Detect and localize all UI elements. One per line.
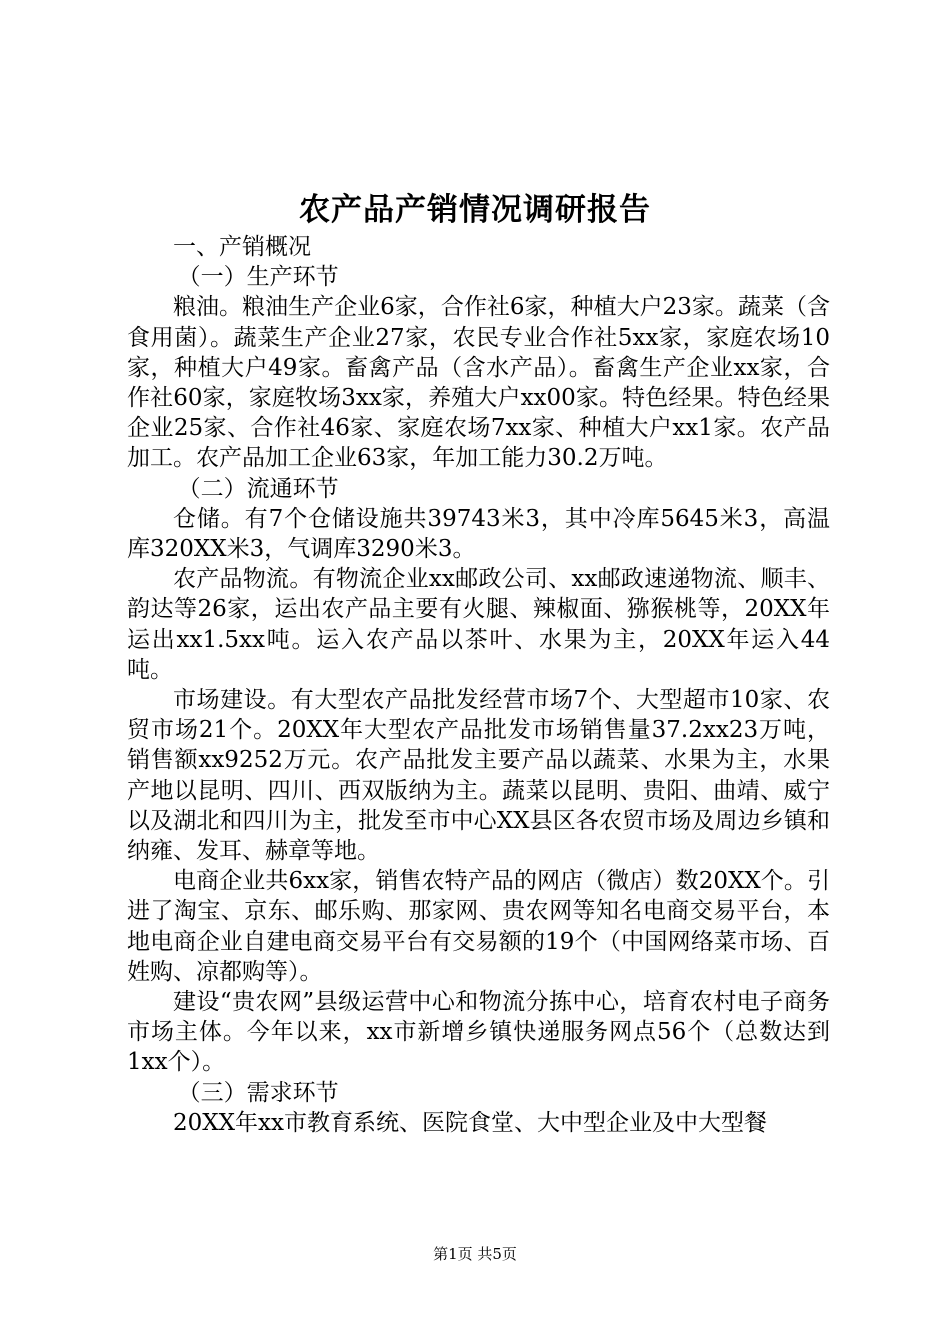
subsection-heading: （一）生产环节 — [177, 264, 339, 291]
body-paragraph: 农产品物流。有物流企业xx邮政公司、xx邮政速递物流、顺丰、韵达等26家，运出农产品主要有火腿、辣椒面、猕猴桃等，20XX年运出xx1.5xx吨。运入农产品以茶叶、水果为主，20XX年运入44吨。 — [127, 566, 831, 683]
subsection-heading: （二）流通环节 — [177, 475, 339, 502]
body-paragraph: 20XX年xx市教育系统、医院食堂、大中型企业及中大型餐 — [173, 1109, 767, 1136]
body-paragraph: 建设“贵农网”县级运营中心和物流分拣中心，培育农村电子商务市场主体。今年以来，xx市新增乡镇快递服务网点56个（总数达到1xx个）。 — [127, 989, 830, 1076]
section-heading: 一、产销概况 — [173, 234, 311, 260]
body-paragraph: 电商企业共6xx家，销售农特产品的网店（微店）数20XX个。引进了淘宝、京东、邮乐购、那家网、贵农网等知名电商交易平台，本地电商企业自建电商交易平台有交易额的19个（中国网络菜市场、百姓购、凉都购等）。 — [127, 868, 830, 985]
subsection-heading: （三）需求环节 — [177, 1079, 339, 1106]
body-paragraph: 仓储。有7个仓储设施共39743米3，其中冷库5645米3，高温库320XX米3，气调库3290米3。 — [127, 505, 830, 563]
document-title: 农产品产销情况调研报告 — [299, 192, 651, 228]
body-paragraph: 市场建设。有大型农产品批发经营市场7个、大型超市10家、农贸市场21个。20XX年大型农产品批发市场销售量37.2xx23万吨，销售额xx9252万元。农产品批发主要产品以蔬菜、水果为主，水果产地以昆明、四川、西双版纳为主。蔬菜以昆明、贵阳、曲靖、威宁以及湖北和四川为主，批发至市中心XX县区各农贸市场及周边乡镇和纳雍、发耳、赫章等地。 — [127, 687, 830, 865]
document-body — [127, 232, 830, 1138]
body-paragraph: 粮油。粮油生产企业6家，合作社6家，种植大户23家。蔬菜（含食用菌）。蔬菜生产企业27家，农民专业合作社5xx家，家庭农场10家，种植大户49家。畜禽产品（含水产品）。畜禽生产企业xx家，合作社60家，家庭牧场3xx家，养殖大户xx00家。特色经果。特色经果企业25家、合作社46家、家庭农场7xx家、种植大户xx1家。农产品加工。农产品加工企业63家，年加工能力30.2万吨。 — [127, 294, 830, 472]
page-footer: 第1页 共5页 — [433, 1245, 517, 1263]
